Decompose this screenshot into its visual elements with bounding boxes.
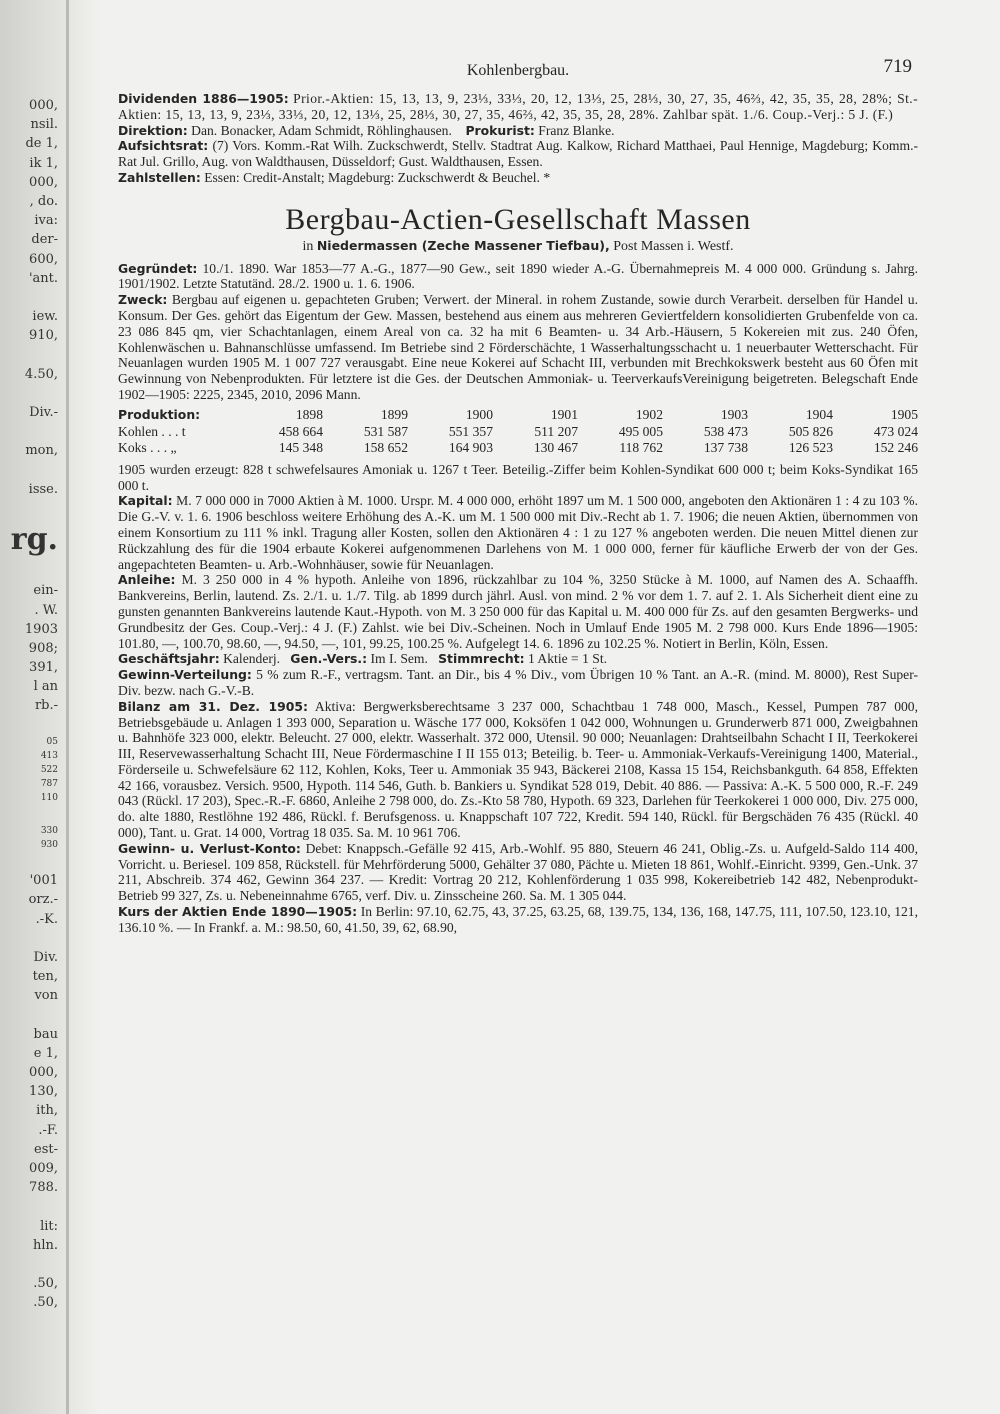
aufsichtsrat-text: (7) Vors. Komm.-Rat Wilh. Zuckschwerdt, Stellv. Stadtrat Aug. Kalkow, Richard Matthaei, Paul Hennige, Magdeburg; Komm.-Rat Jul. Grillo, Aug. von Waldthausen, Düsseldorf; Gust. Waldthausen, Essen. xyxy=(118,138,918,170)
left-margin-line: ith, xyxy=(36,1103,58,1119)
gegruendet-text: 10./1. 1890. War 1853—77 A.-G., 1877—90 Gew., seit 1890 wieder A.-G. Übernahmepreis M. 4 000 000. Gründung s. Jahrg. 1901/1902. Letzte Statutänd. 28./2. 1900 u. 1. 6. 1906. xyxy=(118,260,918,292)
left-margin-line: 000, xyxy=(29,174,58,190)
left-margin-line: 130, xyxy=(29,1084,58,1100)
left-margin-line: 000, xyxy=(29,1065,58,1081)
kapital-text: M. 7 000 000 in 7000 Aktien à M. 1000. Urspr. M. 4 000 000, erhöht 1897 um M. 1 500 000, angeboten den Aktionären 1 : 4 zu 103 %. Die G.-V. v. 1. 6. 1906 beschloss weitere Erhöhung des A.-K. um M. 1 500 000 mit Div.-Recht ab 1. 7. 1906; die neuen Aktien, übernommen von einem Konsortium zu 111 % inkl. Tragung aller Kosten, sollen den Aktionären 4 : 1 zu 127 % angeboten werden. Die neuen Mittel dienen zur Rückzahlung des für die 1904 erbaute Kokerei aufgenommenen Darlehens von M. 1 000 000, ferner für käufliche Erwerb der von der Ges. angepachteten Beamten- u. Arb.-Wohnhäuser, sowie für Neuanlagen. xyxy=(118,493,918,572)
zweck-paragraph xyxy=(118,292,918,403)
left-margin-line: 000, xyxy=(29,98,58,113)
left-margin-line xyxy=(0,562,58,581)
guv-label: Gewinn- u. Verlust-Konto: xyxy=(118,840,301,856)
left-margin-line: mon, xyxy=(25,443,58,459)
company-sub-location: Niedermassen (Zeche Massener Tiefbau), xyxy=(316,237,610,253)
left-margin-fragments xyxy=(0,96,58,1313)
left-margin-line: hln. xyxy=(32,1237,58,1253)
year-header: 1898 xyxy=(295,407,323,423)
table-cell: 130 467 xyxy=(533,439,578,455)
year-header: 1903 xyxy=(720,407,748,423)
produktion-label: Produktion: xyxy=(118,407,201,423)
left-margin-line: 788. xyxy=(29,1180,58,1196)
company-title: Bergbau-Actien-Gesellschaft Massen xyxy=(285,202,751,236)
table-cell: 126 523 xyxy=(788,439,833,455)
row-label: Koks . . . „ xyxy=(118,439,177,455)
left-margin-line: 908; xyxy=(28,640,58,656)
direktion-label: Direktion: xyxy=(118,122,188,138)
left-margin-line: 600, xyxy=(29,251,58,267)
anleihe-label: Anleihe: xyxy=(118,572,176,588)
stimmrecht-text: 1 Aktie = 1 St. xyxy=(527,651,608,667)
year-header: 1902 xyxy=(635,407,663,423)
left-margin-line: Div. xyxy=(33,949,58,965)
table-cell: 458 664 xyxy=(278,423,323,439)
left-margin-line: ein- xyxy=(33,583,58,599)
zahlstellen-label: Zahlstellen: xyxy=(118,169,201,185)
left-margin-line: Div.- xyxy=(29,405,58,420)
left-margin-line xyxy=(0,288,58,307)
company-sub-prefix: in xyxy=(302,238,314,254)
left-margin-line xyxy=(0,345,58,364)
left-margin-line: lit: xyxy=(40,1218,58,1234)
kapital-label: Kapital: xyxy=(118,493,173,509)
production-table xyxy=(118,407,918,456)
table-cell: 505 826 xyxy=(788,423,833,439)
table-cell: 145 348 xyxy=(278,439,323,455)
left-margin-line xyxy=(0,461,58,480)
left-margin-line xyxy=(0,929,58,948)
left-margin-line xyxy=(0,499,58,518)
anleihe-text: M. 3 250 000 in 4 % hypoth. Anleihe von 1896, rückzahlbar zu 104 %, 3250 Stücke à M. 1000, auf Namen des A. Schaaffh. Bankvereins, Berlin, lautend. Zs. 2./1. u. 1./7. Tilg. ab 1899 durch jährl. Ausl. von mind. 2 % vor dem 1. 7. auf 2. 1. Als Sicherheit dient eine zu gunsten genannten Bankvereins lautende Kaut.-Hypoth. von M. 3 250 000 für das Kapital u. M. 400 000 für Zs. auf den gesamten Bergwerks- und Grundbesitz der Ges. Coup.-Verj.: 4 J. (F.) Zahlst. wie bei Div.-Scheinen. Noch in Umlauf Ende 1905 M. 2 798 000. Kurs Ende 1896—1905: 101.80, —, 100.70, 98.60, —, 94.50, —, 101, 99.25, 100.25 %. Aufgelegt 14. 6. 1896 zu 102.25 %. Notiert in Berlin, Köln, Essen. xyxy=(118,572,918,651)
bilanz-text: Aktiva: Bergwerksberechtsame 3 237 000, Schachtbau 1 748 000, Masch., Kessel, Pumpen 787 000, Betriebsgebäude u. Anlagen 1 393 000, Separation u. Wäsche 177 000, Koksöfen 1 042 000, Wohnungen u. Grunderwerb 871 000, Zweigbahnen u. Bahnhöfe 323 000, elektr. Beleucht. 27 000, elektr. Wasserhalt. 372 000, Utensil. 90 000; Neuanlagen: Drahtseilbahn Schacht I II, Teerkokerei III, Reservewasserhaltung Schacht III, Neue Fördermaschine I II 155 013; Beteilig. b. Teer- u. Ammoniak-Verkaufs-Vereinigung 1400, Material., Förderseile u. Schwefelsäure 62 112, Kohlen, Koks, Teer u. Ammoniak 35 943, Bäckerei 2108, Kassa 15 154, Reichsbankguth. 64 858, Effekten 42 166, vorausbez. Versich. 9500, Hypoth. 114 546, Guth. b. Bankiers u. Syndikat 528 019, Debit. 40 886. — Passiva: A.-K. 5 500 000, R.-F. 249 043 (Rückl. 17 203), Spec.-R.-F. 6860, Anleihe 2 798 000, do. Zs.-Kto 58 780, Hypoth. 69 323, Darlehen für Teerkokerei 1 000 000, Div. 275 000, do. alte 1880, Restlöhne 192 486, Rückl. f. Berufsgenoss. u. Knappschaft 107 722, Kredit. 594 140, Rückl. für Bergschäden 76 435 (Rückl. 40 000), Tant. u. Grat. 14 000, Vortrag 18 035. Sa. M. 10 961 706. xyxy=(118,698,918,841)
production-header-row xyxy=(118,407,918,424)
year-header: 1905 xyxy=(890,407,918,423)
bilanz-label: Bilanz am 31. Dez. 1905: xyxy=(118,698,308,714)
left-margin-line xyxy=(0,716,58,735)
table-cell: 531 587 xyxy=(363,423,408,439)
prokurist-text: Franz Blanke. xyxy=(538,122,615,138)
left-margin-line: ten, xyxy=(32,969,58,985)
left-margin-line: est- xyxy=(34,1141,58,1157)
genvers-text: Im I. Sem. xyxy=(370,651,428,667)
left-margin-line: .50, xyxy=(33,1276,58,1292)
zahlstellen-paragraph xyxy=(118,170,918,186)
left-margin-line: 413 xyxy=(40,750,58,761)
left-margin-line: rb.- xyxy=(34,698,58,714)
year-header: 1901 xyxy=(550,407,578,423)
running-title: Kohlenbergbau. xyxy=(466,62,570,79)
table-cell: 137 738 xyxy=(703,439,748,455)
left-margin-line: 930 xyxy=(40,840,58,850)
genvers-label: Gen.-Vers.: xyxy=(290,651,368,667)
table-cell: 495 005 xyxy=(618,423,663,439)
zweck-text: Bergbau auf eigenen u. gepachteten Gruben; Verwert. der Mineral. in rohem Zustande, sowie durch Verarbeit. derselben für Handel u. Konsum. Der Ges. gehört das Eigentum der Gew. Massen, bestehend aus einem aus mehreren Geviertfeldern konsolidierten Grubenfelde von ca. 23 086 845 qm, vier Schachtanlagen, einem Areal von ca. 32 ha mit 6 Beamten- u. 34 Arb.-Häusern, 5 Kokereien mit zus. 240 Öfen, Kohlenwäschen u. Bahnanschlüsse umfassend. Im Betriebe sind 2 Förderschächte, 1 Wasserhaltungsschacht u. 1 neuerbauter Wetterschacht. Für Neuanlagen wurden 1905 M. 1 007 727 verausgabt. Eine neue Kokerei auf Schacht III, verbunden mit Brechkokswerk besteht aus 60 Öfen mit Gewinnung von Nebenprodukten. Für letztere ist die Ges. der Deutschen Ammoniak- u. TeerverkaufsVereinigung beigetreten. Belegschaft Ende 1902—1905: 2225, 2345, 2010, 2096 Mann. xyxy=(118,292,919,402)
stimmrecht-label: Stimmrecht: xyxy=(438,651,525,667)
left-margin-line: 4.50, xyxy=(24,366,58,382)
left-margin-line: rg. xyxy=(10,522,58,558)
kurs-text: In Berlin: 97.10, 62.75, 43, 37.25, 63.25, 68, 139.75, 134, 136, 168, 147.75, 111, 107.50, 123.10, 121, 136.10 %. — In Frankf. a. M.: 98.50, 60, 41.50, 39, 62, 68.90, xyxy=(118,904,918,935)
zweck-label: Zweck: xyxy=(118,292,168,308)
left-margin-line: orz.- xyxy=(28,892,58,908)
left-margin-line xyxy=(0,1255,58,1274)
kapital-paragraph xyxy=(118,493,918,572)
aufsichtsrat-label: Aufsichtsrat: xyxy=(118,138,209,154)
left-margin-line: de 1, xyxy=(25,136,58,152)
company-sub-post: Post Massen i. Westf. xyxy=(613,238,734,254)
bilanz-paragraph xyxy=(118,699,918,841)
left-margin-line: 787 xyxy=(40,778,58,789)
dividenden-paragraph xyxy=(118,91,918,123)
left-margin-line: 'ant. xyxy=(28,270,58,286)
year-header: 1904 xyxy=(805,407,833,423)
table-cell: 551 357 xyxy=(448,423,493,439)
guv-paragraph xyxy=(118,841,918,904)
gegruendet-label: Gegründet: xyxy=(118,260,198,276)
left-margin-line: von xyxy=(34,988,58,1004)
left-margin-line xyxy=(0,384,58,403)
year-header: 1899 xyxy=(380,407,408,423)
left-margin-line: 910, xyxy=(29,328,58,344)
left-margin-line: l an xyxy=(33,679,58,695)
row-label: Kohlen . . . t xyxy=(118,423,186,439)
geschaeftsjahr-text: Kalenderj. xyxy=(223,651,281,667)
dividenden-label: Dividenden 1886—1905: xyxy=(118,91,289,106)
aufsichtsrat-paragraph xyxy=(118,138,918,170)
geschaeftsjahr-paragraph xyxy=(118,651,918,667)
kurs-label: Kurs der Aktien Ende 1890—1905: xyxy=(118,904,358,920)
direktion-text: Dan. Bonacker, Adam Schmidt, Röhlinghausen. xyxy=(191,122,452,138)
gewinn-verteilung-label: Gewinn-Verteilung: xyxy=(118,667,252,683)
left-margin-line: '001 xyxy=(29,873,58,889)
left-margin-line: e 1, xyxy=(33,1045,58,1061)
page-header xyxy=(118,55,918,91)
left-margin-line: iew. xyxy=(32,309,58,325)
prokurist-label: Prokurist: xyxy=(465,122,535,138)
left-margin-line: 522 xyxy=(40,764,58,775)
table-cell: 511 207 xyxy=(534,423,578,439)
left-margin-line xyxy=(0,422,58,441)
table-row xyxy=(118,424,918,440)
left-margin-line: ik 1, xyxy=(29,155,58,171)
left-margin-line xyxy=(0,852,58,871)
company-subtitle xyxy=(118,238,918,255)
left-margin-line: , do. xyxy=(29,193,58,209)
table-cell: 538 473 xyxy=(703,423,748,439)
geschaeftsjahr-label: Geschäftsjahr: xyxy=(118,651,220,667)
direktion-paragraph xyxy=(118,123,918,139)
table-cell: 118 762 xyxy=(619,439,663,455)
table-cell: 164 903 xyxy=(448,439,493,455)
left-margin-line xyxy=(0,1197,58,1216)
left-margin-line: 009, xyxy=(29,1161,58,1176)
left-margin-line: der- xyxy=(31,232,58,248)
left-margin-line: . W. xyxy=(34,602,58,618)
left-margin-line: .-F. xyxy=(38,1122,58,1138)
left-margin-line: .50, xyxy=(33,1295,58,1311)
left-margin-line: 110 xyxy=(40,792,58,803)
gewinn-verteilung-paragraph xyxy=(118,667,918,699)
kurs-paragraph xyxy=(118,904,918,936)
table-row xyxy=(118,440,918,456)
gegruendet-paragraph xyxy=(118,261,918,293)
left-margin-line: 1903 xyxy=(24,621,58,637)
left-margin-line: bau xyxy=(33,1026,58,1042)
dividenden-text: Prior.-Aktien: 15, 13, 13, 9, 23⅓, 33⅓, 20, 12, 13⅓, 25, 28⅓, 30, 27, 35, 46⅔, 42, 35, 35, 28, 28%; St.-Aktien: 15, 13, 13, 9, 23⅓, 33⅓, 20, 12, 13⅓, 25, 28⅓, 30, 27, 35, 46⅔, 42, 35, 35, 28, 28%. Zahlbar spät. 1./6. Coup.-Verj.: 5 J. (F.) xyxy=(118,91,918,122)
left-margin-line: .-K. xyxy=(35,911,58,927)
table-cell: 158 652 xyxy=(363,439,408,455)
left-margin-line: iva: xyxy=(34,213,58,229)
guv-text: Debet: Knappsch.-Gefälle 92 415, Arb.-Wohlf. 95 880, Steuern 46 241, Oblig.-Zs. u. Aufgeld-Saldo 114 400, Vorricht. u. Beriesel. 109 858, Rückstell. für Mehrförderung 5000, Gehälter 37 080, Pächte u. Mieten 18 861, Wohlf.-Einricht. 9399, Gen.-Unk. 37 211, Abschreib. 374 462, Gewinn 364 237. — Kredit: Vortrag 20 212, Kohlenförderung 1 035 998, Kokereibetrieb 142 482, Nebenprodukt-Betrieb 99 327, Zs. u. Nebeneinnahme 6765, verf. Div. u. Zinsscheine 260. Sa. M. 1 305 044. xyxy=(118,840,918,904)
year-header: 1900 xyxy=(465,407,493,423)
page-fold-line xyxy=(66,0,69,1414)
left-margin-line: 330 xyxy=(40,826,58,836)
page-body xyxy=(118,55,918,936)
page-number: 719 xyxy=(883,56,912,77)
left-margin-line: isse. xyxy=(28,481,58,497)
left-margin-line xyxy=(0,805,58,824)
table-cell: 152 246 xyxy=(873,439,918,455)
table-cell: 473 024 xyxy=(873,423,918,439)
produktion-note: 1905 wurden erzeugt: 828 t schwefelsaures Amoniak u. 1267 t Teer. Beteilig.-Ziffer beim Kohlen-Syndikat 600 000 t; beim Koks-Syndikat 165 000 t. xyxy=(118,461,918,493)
left-margin-line: nsil. xyxy=(30,117,58,133)
left-margin-line: 05 xyxy=(46,736,58,747)
zahlstellen-text: Essen: Credit-Anstalt; Magdeburg: Zuckschwerdt & Beuchel. * xyxy=(204,169,551,185)
left-margin-line: 391, xyxy=(29,660,58,676)
left-margin-line xyxy=(0,1006,58,1025)
gewinn-verteilung-text: 5 % zum R.-F., vertragsm. Tant. an Dir., bis 4 % Div., vom Übrigen 10 % Tant. an A.-R. (mind. M. 8000), Rest Super-Div. bezw. nach G.-V.-B. xyxy=(118,667,918,698)
anleihe-paragraph xyxy=(118,572,918,651)
